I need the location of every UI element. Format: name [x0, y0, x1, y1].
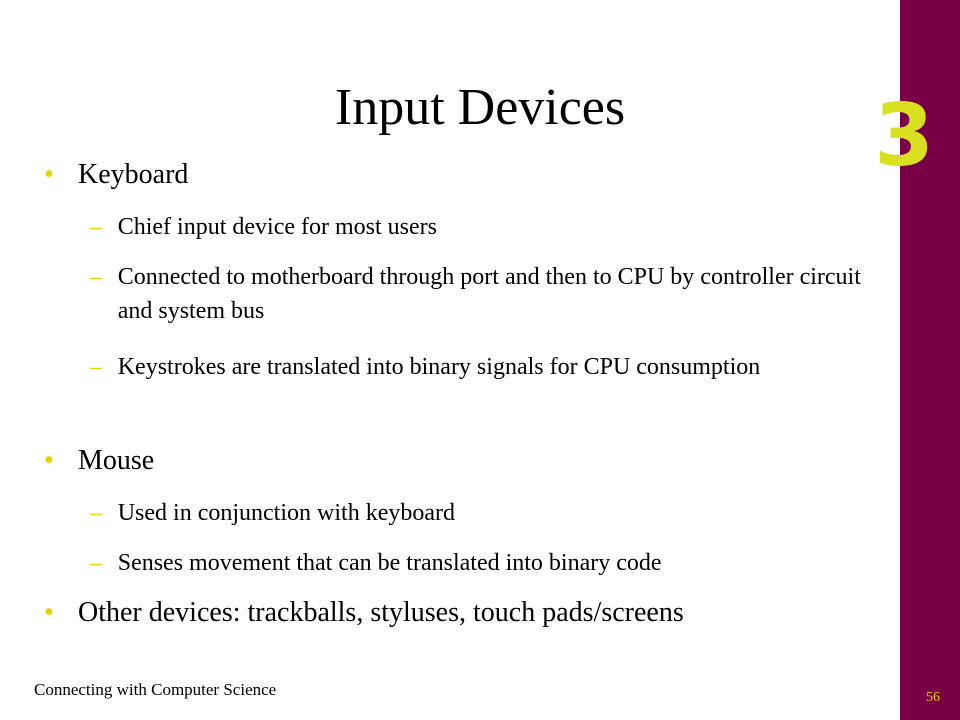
subitem-text: Chief input device for most users	[117, 214, 437, 240]
subitem	[90, 210, 890, 244]
dash-icon: –	[90, 214, 102, 240]
subitem	[90, 546, 890, 580]
subitem-text: Keystrokes are translated into binary signals for CPU consumption	[117, 354, 761, 380]
bullet-text: Keyboard	[78, 159, 189, 190]
bullet-keyboard	[44, 158, 188, 192]
dash-icon: –	[90, 550, 102, 576]
subitem	[90, 496, 890, 530]
subitem-text: Connected to motherboard through port and then to CPU by controller circuit and system bus	[117, 264, 861, 324]
bullet-mouse	[44, 444, 154, 478]
page-number: 56	[926, 690, 940, 705]
bullet-dot-icon: •	[44, 597, 54, 628]
bullet-dot-icon: •	[44, 445, 54, 476]
dash-icon: –	[90, 354, 102, 380]
dash-icon: –	[90, 500, 102, 526]
bullet-text: Mouse	[78, 445, 155, 476]
subitem	[90, 260, 890, 328]
bullet-other-devices	[44, 596, 684, 630]
footer-course-title: Connecting with Computer Science	[34, 680, 277, 699]
chapter-number-badge: 3	[874, 86, 934, 186]
subitem-text: Used in conjunction with keyboard	[117, 500, 455, 526]
slide-title: Input Devices	[334, 79, 626, 136]
bullet-text: Other devices: trackballs, styluses, touch pads/screens	[78, 597, 684, 628]
dash-icon: –	[90, 264, 102, 290]
bullet-dot-icon: •	[44, 159, 54, 190]
subitem-text: Senses movement that can be translated into binary code	[117, 550, 662, 576]
subitem	[90, 350, 890, 384]
